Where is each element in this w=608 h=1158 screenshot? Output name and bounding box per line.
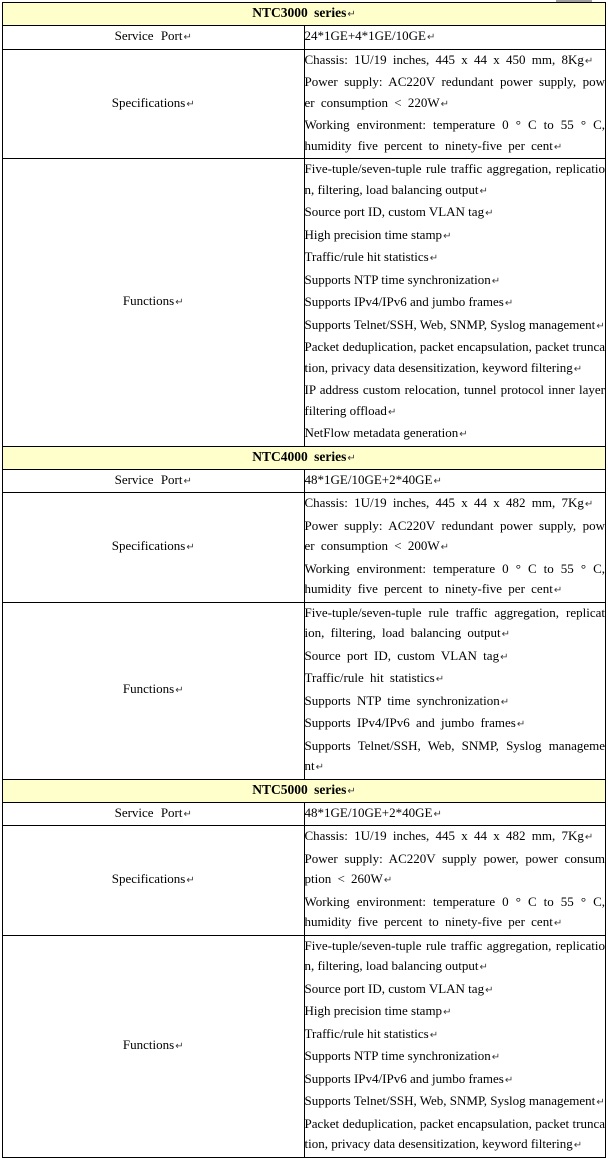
paragraph-mark-icon: ↵ (553, 585, 563, 596)
content-line-text: Supports IPv4/IPv6 and jumbo frames (304, 1070, 504, 1086)
product-spec-table (2, 2, 606, 1158)
content-line-text: Source port ID, custom VLAN tag (304, 980, 485, 996)
row-label-functions (3, 935, 305, 1157)
content-line (305, 380, 606, 423)
paragraph-mark-icon: ↵ (573, 363, 583, 375)
content-line (305, 270, 606, 293)
paragraph-mark-icon: ↵ (459, 429, 468, 440)
content-line-text: Source port ID, custom VLAN tag (304, 204, 485, 219)
paragraph-mark-icon: ↵ (186, 875, 195, 886)
content-line (305, 72, 606, 115)
content-line (305, 713, 606, 736)
paragraph-mark-icon: ↵ (440, 98, 450, 110)
row-label-specifications (3, 493, 305, 603)
table-row (3, 469, 606, 493)
paragraph-mark-icon: ↵ (347, 452, 356, 464)
content-line-text: Supports Telnet/SSH, Web, SNMP, Syslog management (304, 737, 605, 773)
content-line-text: Power supply: AC220V redundant power supply, power consumption < 220W (304, 74, 605, 110)
paragraph-mark-icon: ↵ (479, 962, 488, 973)
content-line-text: Chassis: 1U/19 inches, 445 x 44 x 450 mm, 8Kg (304, 51, 584, 67)
content-line (305, 1114, 606, 1157)
content-line-text: Supports NTP time synchronization (304, 1048, 491, 1063)
content-line (305, 337, 606, 380)
series-header (3, 446, 606, 469)
row-label-text: Specifications (111, 94, 186, 110)
content-line-text: Chassis: 1U/19 inches, 445 x 44 x 482 mm, 7Kg (304, 495, 584, 510)
content-line-text: NetFlow metadata generation (304, 425, 459, 440)
paragraph-mark-icon: ↵ (596, 320, 605, 332)
content-line (305, 159, 606, 202)
paragraph-mark-icon: ↵ (584, 499, 594, 510)
content-line (305, 470, 606, 493)
content-line-text: Supports IPv4/IPv6 and jumbo frames (304, 294, 504, 309)
content-line (305, 892, 606, 935)
row-label-specifications (3, 49, 305, 159)
row-content-cell (304, 935, 606, 1157)
content-line-text: 48*1GE/10GE+2*40GE (304, 471, 433, 487)
content-line-text: High precision time stamp (304, 226, 443, 242)
row-label-functions (3, 159, 305, 447)
content-line-text: 24*1GE+4*1GE/10GE (304, 28, 426, 43)
paragraph-mark-icon: ↵ (435, 674, 445, 685)
paragraph-mark-icon: ↵ (479, 185, 488, 197)
paragraph-mark-icon: ↵ (440, 542, 450, 553)
paragraph-mark-icon: ↵ (426, 32, 436, 43)
content-line (305, 803, 606, 826)
content-line-text: Supports NTP time synchronization (304, 692, 500, 708)
series-header-row (3, 446, 606, 469)
paragraph-mark-icon: ↵ (553, 918, 563, 929)
table-row (3, 602, 606, 779)
paragraph-mark-icon: ↵ (504, 1074, 514, 1086)
paragraph-mark-icon: ↵ (584, 832, 594, 843)
content-line (305, 559, 606, 602)
content-line (305, 646, 606, 669)
paragraph-mark-icon: ↵ (443, 1007, 452, 1018)
row-label-text: Specifications (111, 538, 186, 553)
content-line (305, 315, 606, 338)
row-label-text: Functions (122, 293, 175, 308)
content-line (305, 493, 606, 516)
paragraph-mark-icon: ↵ (491, 275, 501, 287)
content-line (305, 1046, 606, 1069)
content-line (305, 1001, 606, 1024)
row-label-text: Service Port (114, 28, 183, 43)
content-line (305, 736, 606, 779)
content-line-text: Supports NTP time synchronization (304, 271, 491, 287)
content-line-text: Five-tuple/seven-tuple rule traffic aggregation, replication, filtering, load balancing output (304, 937, 605, 973)
row-label-functions (3, 602, 305, 779)
content-line-text: IP address custom relocation, tunnel protocol inner layer filtering offload (304, 382, 605, 418)
row-label-service-port (3, 469, 305, 493)
row-content-cell (304, 49, 606, 159)
content-line (305, 202, 606, 225)
series-title: NTC4000 series (252, 448, 347, 464)
row-content-cell (304, 802, 606, 826)
series-title: NTC5000 series (252, 781, 347, 797)
table-row (3, 493, 606, 603)
row-content-cell (304, 159, 606, 447)
paragraph-mark-icon: ↵ (596, 1097, 605, 1108)
row-content-cell (304, 26, 606, 50)
paragraph-mark-icon: ↵ (175, 685, 184, 697)
content-line-text: Working environment: temperature 0 ° C to 55 ° C, humidity five percent to ninety-five per cent (304, 560, 605, 596)
row-label-text: Service Port (114, 804, 183, 820)
content-line-text: Working environment: temperature 0 ° C to 55 ° C, humidity five percent to ninety-five per cent (304, 893, 605, 929)
paragraph-mark-icon: ↵ (433, 808, 442, 820)
paragraph-mark-icon: ↵ (429, 253, 439, 264)
product-spec-table-body (3, 3, 606, 1158)
content-line (305, 668, 606, 691)
paragraph-mark-icon: ↵ (429, 1029, 439, 1041)
row-label-text: Specifications (111, 871, 186, 886)
paragraph-mark-icon: ↵ (500, 651, 509, 663)
content-line-text: Supports Telnet/SSH, Web, SNMP, Syslog management (304, 1093, 596, 1108)
paragraph-mark-icon: ↵ (500, 696, 510, 708)
content-line-text: Power supply: AC220V redundant power supply, power consumption < 200W (304, 517, 605, 553)
row-label-text: Functions (122, 681, 175, 697)
row-content-cell (304, 602, 606, 779)
series-header-row (3, 3, 606, 26)
content-line (305, 603, 606, 646)
content-line-text: Supports Telnet/SSH, Web, SNMP, Syslog management (304, 316, 596, 332)
table-row (3, 826, 606, 936)
content-line (305, 691, 606, 714)
table-row (3, 26, 606, 50)
content-line-text: Source port ID, custom VLAN tag (304, 647, 500, 663)
content-line (305, 516, 606, 559)
row-label-service-port (3, 802, 305, 826)
content-line-text: Traffic/rule hit statistics (304, 670, 435, 685)
paragraph-mark-icon: ↵ (186, 98, 195, 110)
paragraph-mark-icon: ↵ (553, 141, 563, 153)
row-label-text: Service Port (114, 471, 183, 487)
content-line (305, 50, 606, 73)
content-line (305, 1069, 606, 1092)
series-header-row (3, 779, 606, 802)
paragraph-mark-icon: ↵ (347, 785, 356, 797)
content-line-text: 48*1GE/10GE+2*40GE (304, 804, 433, 820)
content-line (305, 826, 606, 849)
paragraph-mark-icon: ↵ (175, 297, 184, 308)
paragraph-mark-icon: ↵ (183, 808, 192, 820)
content-line-text: Five-tuple/seven-tuple rule traffic aggregation, replication, filtering, load balancing output (304, 161, 605, 197)
content-line (305, 26, 606, 49)
table-row (3, 935, 606, 1157)
content-line (305, 423, 606, 446)
paragraph-mark-icon: ↵ (175, 1040, 184, 1052)
paragraph-mark-icon: ↵ (183, 475, 192, 487)
row-content-cell (304, 493, 606, 603)
row-label-text: Functions (122, 1036, 175, 1052)
paragraph-mark-icon: ↵ (387, 406, 397, 418)
table-row (3, 159, 606, 447)
row-label-specifications (3, 826, 305, 936)
content-line (305, 1091, 606, 1114)
paragraph-mark-icon: ↵ (501, 629, 511, 640)
paragraph-mark-icon: ↵ (315, 762, 325, 773)
content-line (305, 979, 606, 1002)
content-line-text: Working environment: temperature 0 ° C to 55 ° C, humidity five percent to ninety-five per cent (304, 117, 605, 153)
paragraph-mark-icon: ↵ (573, 1140, 583, 1151)
paragraph-mark-icon: ↵ (433, 475, 442, 487)
paragraph-mark-icon: ↵ (383, 875, 393, 886)
row-content-cell (304, 469, 606, 493)
content-line-text: Supports IPv4/IPv6 and jumbo frames (304, 715, 516, 730)
paragraph-mark-icon: ↵ (183, 32, 192, 43)
row-content-cell (304, 826, 606, 936)
paragraph-mark-icon: ↵ (347, 9, 356, 20)
content-line (305, 247, 606, 270)
content-line-text: Five-tuple/seven-tuple rule traffic aggregation, replication, filtering, load balancing output (304, 604, 605, 640)
paragraph-mark-icon: ↵ (584, 55, 594, 67)
row-label-service-port (3, 26, 305, 50)
paragraph-mark-icon: ↵ (485, 208, 494, 219)
series-header (3, 3, 606, 26)
series-title: NTC3000 series (252, 5, 347, 20)
content-line-text: High precision time stamp (304, 1003, 443, 1018)
content-line (305, 115, 606, 158)
content-line-text: Traffic/rule hit statistics (304, 249, 429, 264)
content-line (305, 1024, 606, 1047)
content-line-text: Packet deduplication, packet encapsulation, packet truncation, privacy data desensitization, keyword filtering (304, 1115, 605, 1151)
content-line (305, 292, 606, 315)
paragraph-mark-icon: ↵ (186, 542, 195, 553)
content-line-text: Chassis: 1U/19 inches, 445 x 44 x 482 mm, 7Kg (304, 828, 584, 843)
content-line (305, 225, 606, 248)
paragraph-mark-icon: ↵ (443, 230, 452, 242)
paragraph-mark-icon: ↵ (491, 1052, 501, 1063)
content-line (305, 936, 606, 979)
content-line-text: Power supply: AC220V supply power, power consumption < 260W (304, 850, 605, 886)
paragraph-mark-icon: ↵ (504, 298, 514, 309)
content-line-text: Traffic/rule hit statistics (304, 1025, 429, 1041)
table-row (3, 802, 606, 826)
content-line-text: Packet deduplication, packet encapsulation, packet truncation, privacy data desensitization, keyword filtering (304, 339, 605, 375)
paragraph-mark-icon: ↵ (516, 719, 526, 730)
content-line (305, 849, 606, 892)
paragraph-mark-icon: ↵ (485, 984, 494, 996)
series-header (3, 779, 606, 802)
table-row (3, 49, 606, 159)
